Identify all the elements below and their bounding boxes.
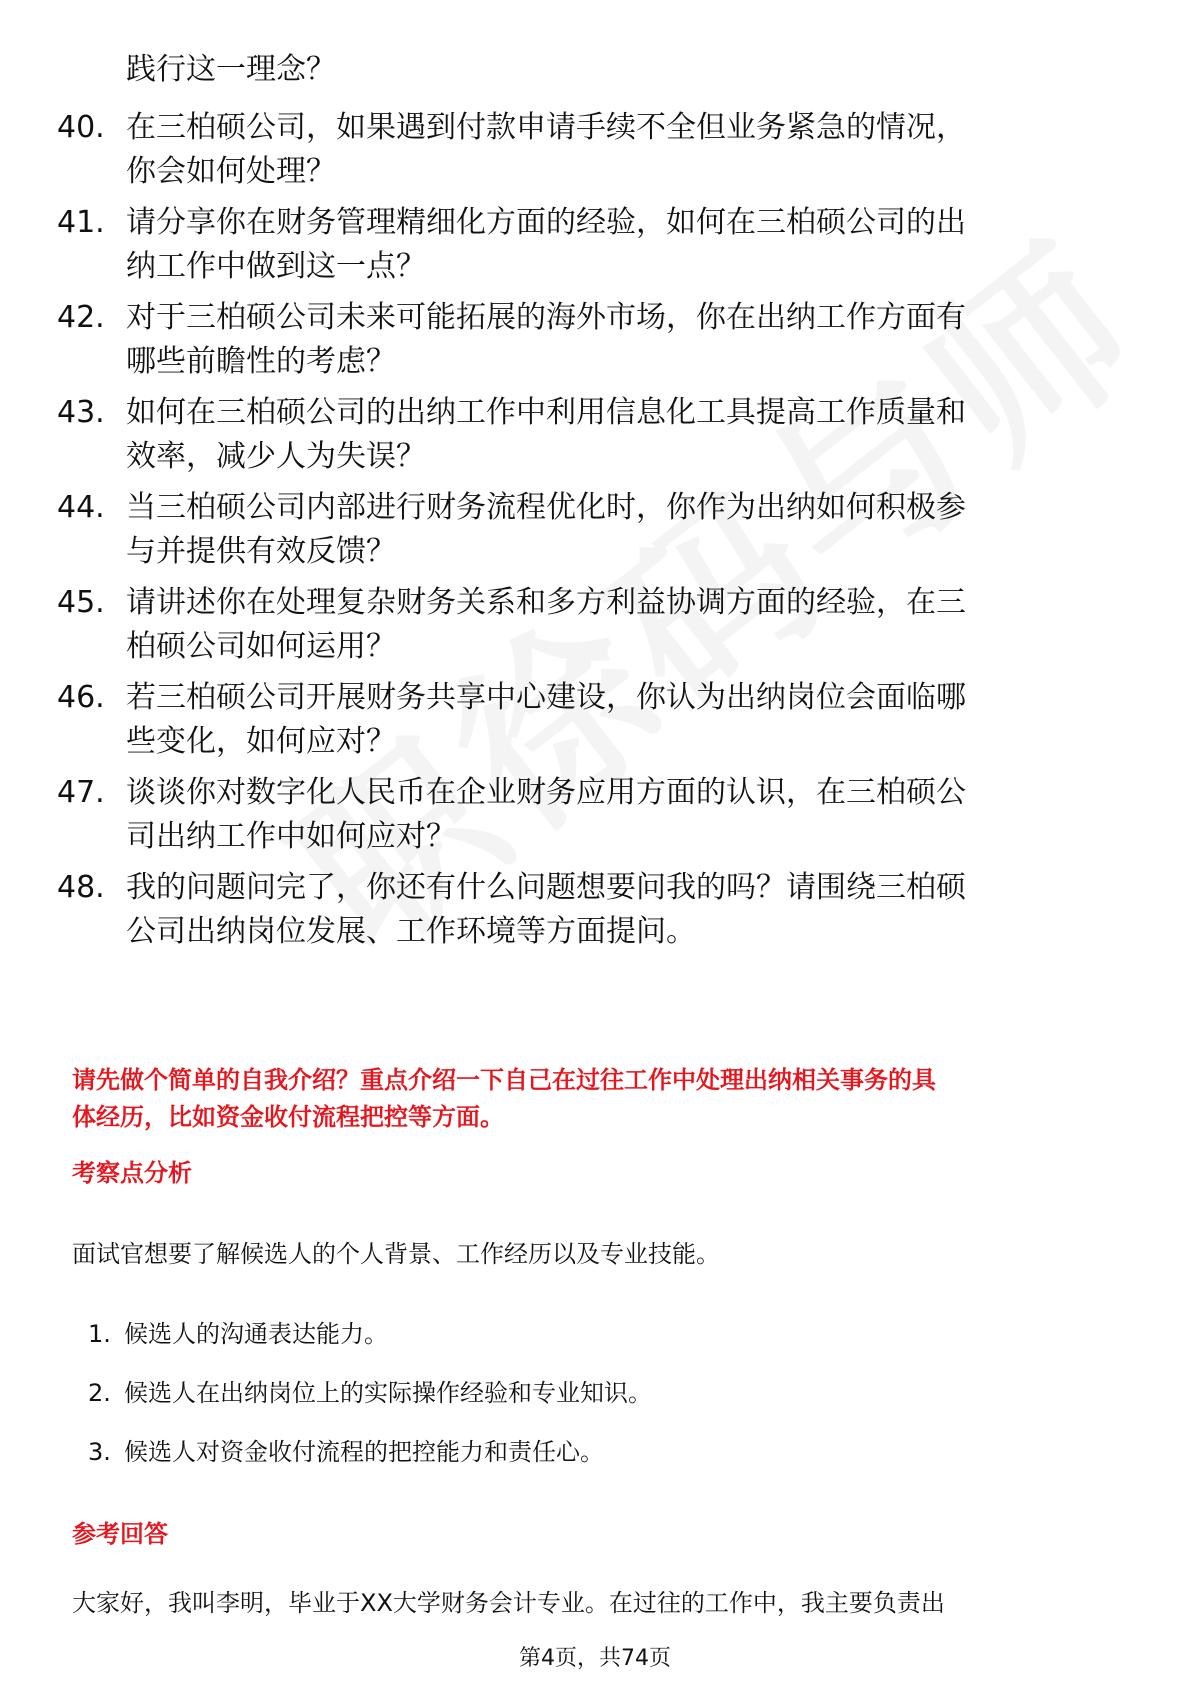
question-number: 40. — [57, 110, 105, 145]
question-number: 47. — [57, 775, 105, 810]
question-number: 41. — [57, 205, 105, 240]
question-line-1: 请分享你在财务管理精细化方面的经验，如何在三柏硕公司的出 — [126, 205, 966, 240]
answer-heading: 参考回答 — [72, 1520, 168, 1548]
question-text — [126, 106, 1111, 194]
question-number: 48. — [57, 870, 105, 905]
question-text — [126, 866, 1111, 954]
question-line-2: 纳工作中做到这一点？ — [126, 249, 426, 284]
analysis-item-text: 候选人的沟通表达能力。 — [124, 1320, 388, 1348]
question-number: 45. — [57, 585, 105, 620]
question-line-2: 效率，减少人为失误？ — [126, 439, 426, 474]
analysis-item-number: 1. — [88, 1320, 111, 1348]
page-number: 第4页，共74页 — [519, 1646, 671, 1671]
question-line-1: 谈谈你对数字化人民币在企业财务应用方面的认识，在三柏硕公 — [126, 775, 966, 810]
question-line-1: 践行这一理念？ — [126, 52, 336, 87]
question-line-1: 在三柏硕公司，如果遇到付款申请手续不全但业务紧急的情况， — [126, 110, 966, 145]
answer-text: 大家好，我叫李明，毕业于XX大学财务会计专业。在过往的工作中，我主要负责出 — [72, 1589, 945, 1617]
analysis-item-number: 2. — [88, 1379, 111, 1407]
question-text — [126, 771, 1111, 859]
question-line-1: 对于三柏硕公司未来可能拓展的海外市场，你在出纳工作方面有 — [126, 300, 966, 335]
question-text — [126, 296, 1111, 384]
question-text — [126, 391, 1111, 479]
highlighted-question-line-2: 体经历，比如资金收付流程把控等方面。 — [72, 1103, 504, 1131]
question-line-2: 与并提供有效反馈？ — [126, 534, 396, 569]
question-line-1: 如何在三柏硕公司的出纳工作中利用信息化工具提高工作质量和 — [126, 395, 966, 430]
highlighted-question-line-1: 请先做个简单的自我介绍？重点介绍一下自己在过往工作中处理出纳相关事务的具 — [72, 1066, 936, 1094]
highlighted-question — [72, 1062, 1122, 1136]
question-line-1: 请讲述你在处理复杂财务关系和多方利益协调方面的经验，在三 — [126, 585, 966, 620]
analysis-item-text: 候选人对资金收付流程的把控能力和责任心。 — [124, 1438, 604, 1466]
question-line-2: 司出纳工作中如何应对？ — [126, 819, 456, 854]
question-number: 43. — [57, 395, 105, 430]
question-line-2: 公司出纳岗位发展、工作环境等方面提问。 — [126, 914, 696, 949]
analysis-item-number: 3. — [88, 1438, 111, 1466]
question-line-2: 哪些前瞻性的考虑？ — [126, 344, 396, 379]
question-text — [126, 581, 1111, 669]
analysis-item-text: 候选人在出纳岗位上的实际操作经验和专业知识。 — [124, 1379, 652, 1407]
analysis-intro: 面试官想要了解候选人的个人背景、工作经历以及专业技能。 — [72, 1240, 720, 1268]
question-number: 46. — [57, 680, 105, 715]
analysis-heading: 考察点分析 — [72, 1159, 192, 1187]
question-line-2: 柏硕公司如何运用？ — [126, 629, 396, 664]
question-text — [126, 201, 1111, 289]
question-line-2: 些变化，如何应对？ — [126, 724, 396, 759]
question-number: 42. — [57, 300, 105, 335]
question-line-2: 你会如何处理？ — [126, 154, 336, 189]
question-text — [126, 486, 1111, 574]
question-line-1: 我的问题问完了，你还有什么问题想要问我的吗？请围绕三柏硕 — [126, 870, 966, 905]
question-number: 44. — [57, 490, 105, 525]
question-line-1: 当三柏硕公司内部进行财务流程优化时，你作为出纳如何积极参 — [126, 490, 966, 525]
question-text — [126, 48, 1111, 92]
question-line-1: 若三柏硕公司开展财务共享中心建设，你认为出纳岗位会面临哪 — [126, 680, 966, 715]
question-text — [126, 676, 1111, 764]
